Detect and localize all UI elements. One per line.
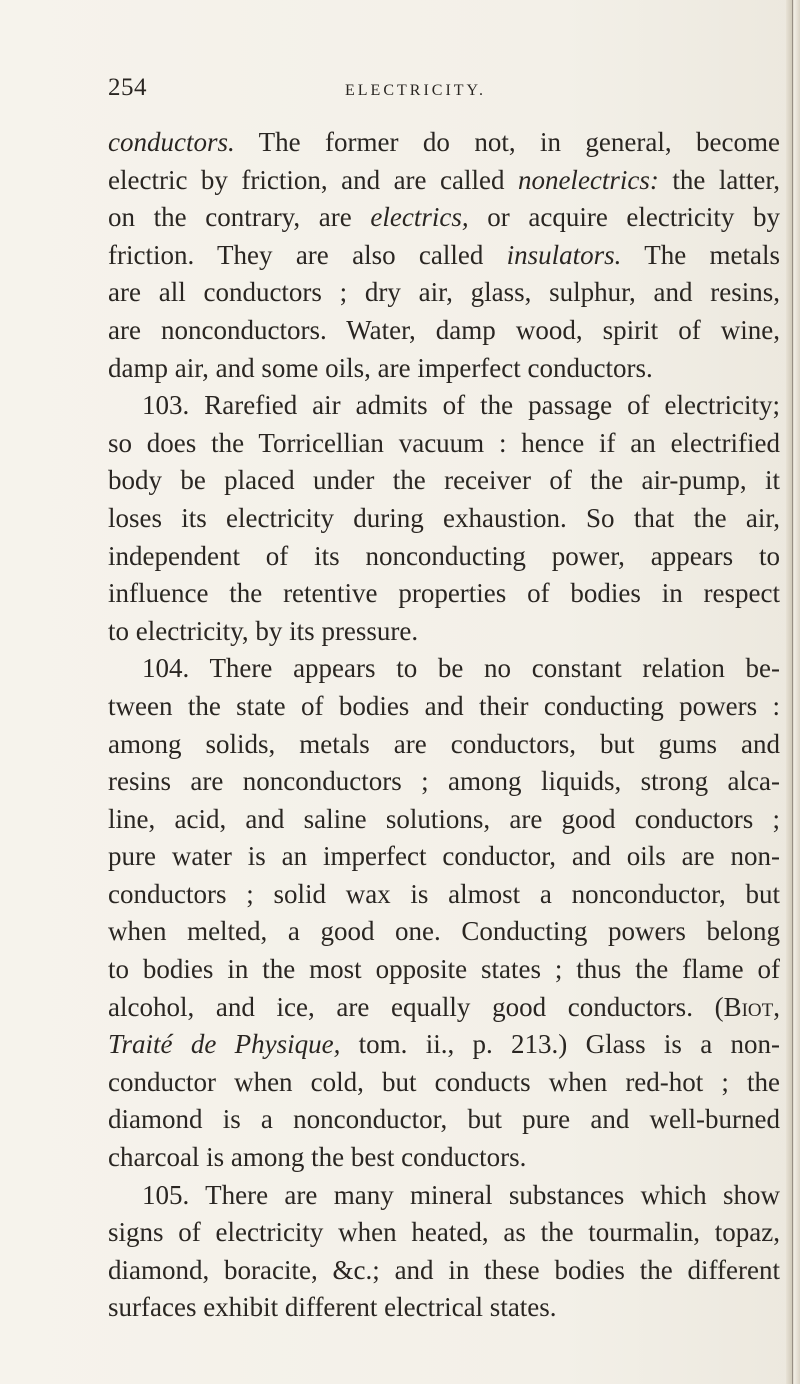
body-text — [108, 124, 780, 1327]
text-line — [108, 350, 780, 388]
page-number: 254 — [108, 74, 147, 101]
text-segment: are all conductors ; dry air, glass, sulphur, and resins, — [108, 277, 780, 308]
text-line — [108, 613, 780, 651]
text-line — [108, 387, 780, 425]
text-line — [108, 500, 780, 538]
text-segment: 105. There are many mineral substances which show — [142, 1179, 780, 1210]
text-line — [108, 763, 780, 801]
italic-text: insulators. — [506, 239, 622, 270]
text-segment: iot — [741, 991, 774, 1022]
text-segment: so does the Torricellian vacuum : hence if an electrified — [108, 427, 780, 458]
text-segment: the latter, — [658, 164, 780, 195]
text-segment: The metals — [621, 239, 780, 270]
text-segment: surfaces exhibit different electrical states. — [108, 1292, 557, 1323]
text-segment: electric by friction, and are called — [108, 164, 518, 195]
text-line — [108, 274, 780, 312]
text-segment: alcohol, and ice, are equally good conductors. (B — [108, 991, 742, 1022]
text-segment: are nonconductors. Water, damp wood, spirit of wine, — [108, 314, 780, 345]
text-line — [108, 1026, 780, 1064]
italic-text: electrics, — [370, 202, 469, 233]
text-segment: body be placed under the receiver of the air-pump, it — [108, 465, 780, 496]
text-segment: , — [773, 991, 780, 1022]
text-line — [108, 538, 780, 576]
text-segment: diamond is a nonconductor, but pure and well-burned — [108, 1104, 780, 1135]
text-line — [108, 237, 780, 275]
text-segment: on the contrary, are — [108, 202, 371, 233]
text-segment: influence the retentive properties of bodies in respect — [108, 578, 780, 609]
text-segment: 104. There appears to be no constant relation be- — [142, 653, 780, 684]
text-line — [108, 425, 780, 463]
text-segment: damp air, and some oils, are imperfect conductors. — [108, 352, 653, 383]
text-line — [108, 1177, 780, 1215]
text-line — [108, 199, 780, 237]
text-line — [108, 1289, 780, 1327]
text-segment: 103. Rarefied air admits of the passage of electricity; — [142, 390, 780, 421]
text-line — [108, 951, 780, 989]
text-line — [108, 1214, 780, 1252]
text-line — [108, 312, 780, 350]
text-line — [108, 462, 780, 500]
text-line — [108, 1252, 780, 1290]
text-segment: friction. They are also called — [108, 239, 507, 270]
text-line — [108, 688, 780, 726]
text-line — [108, 876, 780, 914]
text-segment: resins are nonconductors ; among liquids, strong alca- — [108, 766, 780, 797]
running-title: ELECTRICITY. — [345, 82, 487, 99]
text-segment: when melted, a good one. Conducting powers belong — [108, 916, 780, 947]
text-line — [108, 162, 780, 200]
text-segment: charcoal is among the best conductors. — [108, 1142, 527, 1173]
italic-text: conductors. — [108, 127, 235, 157]
text-line — [108, 726, 780, 764]
text-segment: diamond, boracite, &c.; and in these bodies the different — [108, 1254, 780, 1285]
text-line — [108, 989, 780, 1027]
text-segment: line, acid, and saline solutions, are good conductors ; — [108, 803, 780, 834]
text-line — [108, 801, 780, 839]
text-line — [108, 913, 780, 951]
italic-text: nonelectrics: — [517, 164, 659, 195]
text-segment: pure water is an imperfect conductor, and oils are non- — [108, 841, 780, 872]
text-line — [108, 1064, 780, 1102]
text-segment: tom. ii., p. 213.) Glass is a non- — [340, 1029, 780, 1060]
italic-text: Traité de Physique, — [108, 1029, 341, 1060]
text-line — [108, 124, 780, 162]
text-line — [108, 1139, 780, 1177]
text-line — [108, 838, 780, 876]
text-segment: or acquire electricity by — [468, 202, 780, 233]
text-segment: The former do not, in general, become — [234, 127, 780, 157]
text-segment: tween the state of bodies and their conducting powers : — [108, 690, 780, 721]
text-line — [108, 575, 780, 613]
text-segment: independent of its nonconducting power, appears to — [108, 540, 780, 571]
text-segment: to electricity, by its pressure. — [108, 615, 419, 646]
page-edge-shadow — [786, 0, 800, 1384]
text-segment: conductors ; solid wax is almost a nonconductor, but — [108, 878, 780, 909]
text-line — [108, 650, 780, 688]
text-segment: signs of electricity when heated, as the tourmalin, topaz, — [108, 1217, 780, 1248]
page-header — [108, 74, 778, 104]
text-segment: among solids, metals are conductors, but gums and — [108, 728, 780, 759]
text-segment: loses its electricity during exhaustion. So that the air, — [108, 502, 780, 533]
text-segment: to bodies in the most opposite states ; thus the flame of — [108, 954, 780, 985]
text-segment: conductor when cold, but conducts when red-hot ; the — [108, 1066, 780, 1097]
text-line — [108, 1101, 780, 1139]
